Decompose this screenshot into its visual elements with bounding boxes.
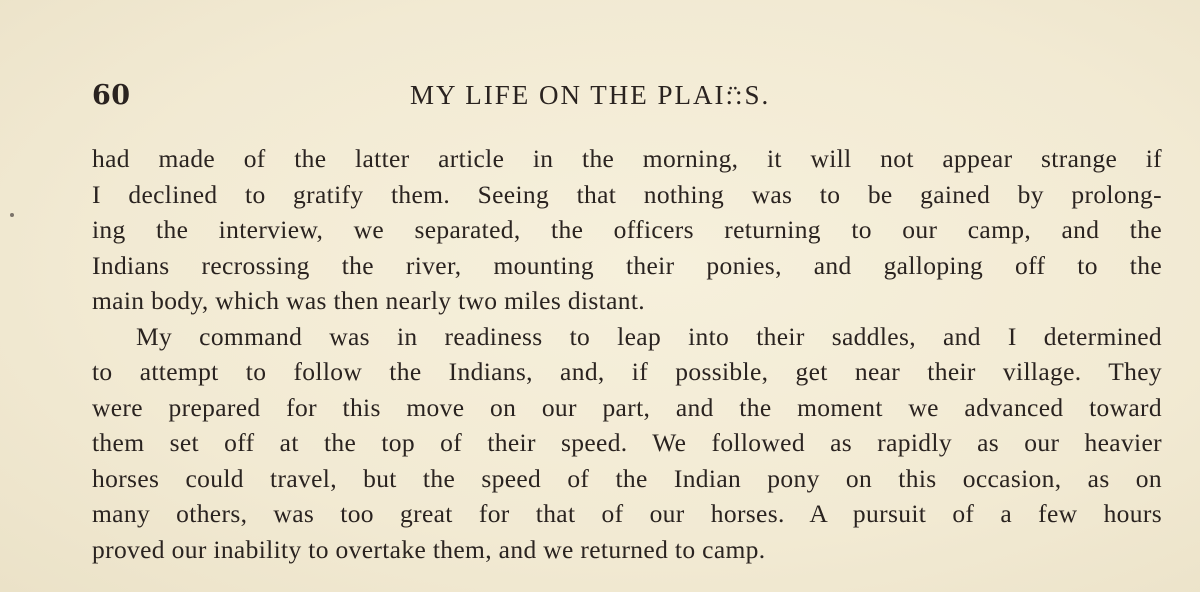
text-line: Indians recrossing the river, mounting their ponies, and galloping off to the xyxy=(92,250,1162,280)
text-line: I declined to gratify them. Seeing that nothing was to be gained by prolong- xyxy=(92,179,1162,209)
paragraph-2 xyxy=(92,319,1162,568)
text-line: proved our inability to overtake them, and we returned to camp. xyxy=(92,534,766,564)
text-line: horses could travel, but the speed of the Indian pony on this occasion, as on xyxy=(92,463,1162,493)
text-line: were prepared for this move on our part, and the moment we advanced toward xyxy=(92,392,1162,422)
ink-speck xyxy=(10,213,14,217)
body-text xyxy=(92,141,1162,567)
running-head: MY LIFE ON THE PLAI:̈:S. xyxy=(410,80,771,110)
text-line: ing the interview, we separated, the officers returning to our camp, and the xyxy=(92,215,1162,244)
text-line: many others, was too great for that of our horses. A pursuit of a few hours xyxy=(92,499,1162,528)
text-line: had made of the latter article in the morning, it will not appear strange if xyxy=(92,144,1162,173)
page-number: 60 xyxy=(92,80,131,111)
text-line: My command was in readiness to leap into their saddles, and I determined xyxy=(136,321,1162,351)
paragraph-1 xyxy=(92,141,1162,319)
text-line: them set off at the top of their speed. We followed as rapidly as our heavier xyxy=(92,428,1162,457)
text-line: main body, which was then nearly two miles distant. xyxy=(92,286,646,315)
text-line: to attempt to follow the Indians, and, if possible, get near their village. They xyxy=(92,357,1162,386)
